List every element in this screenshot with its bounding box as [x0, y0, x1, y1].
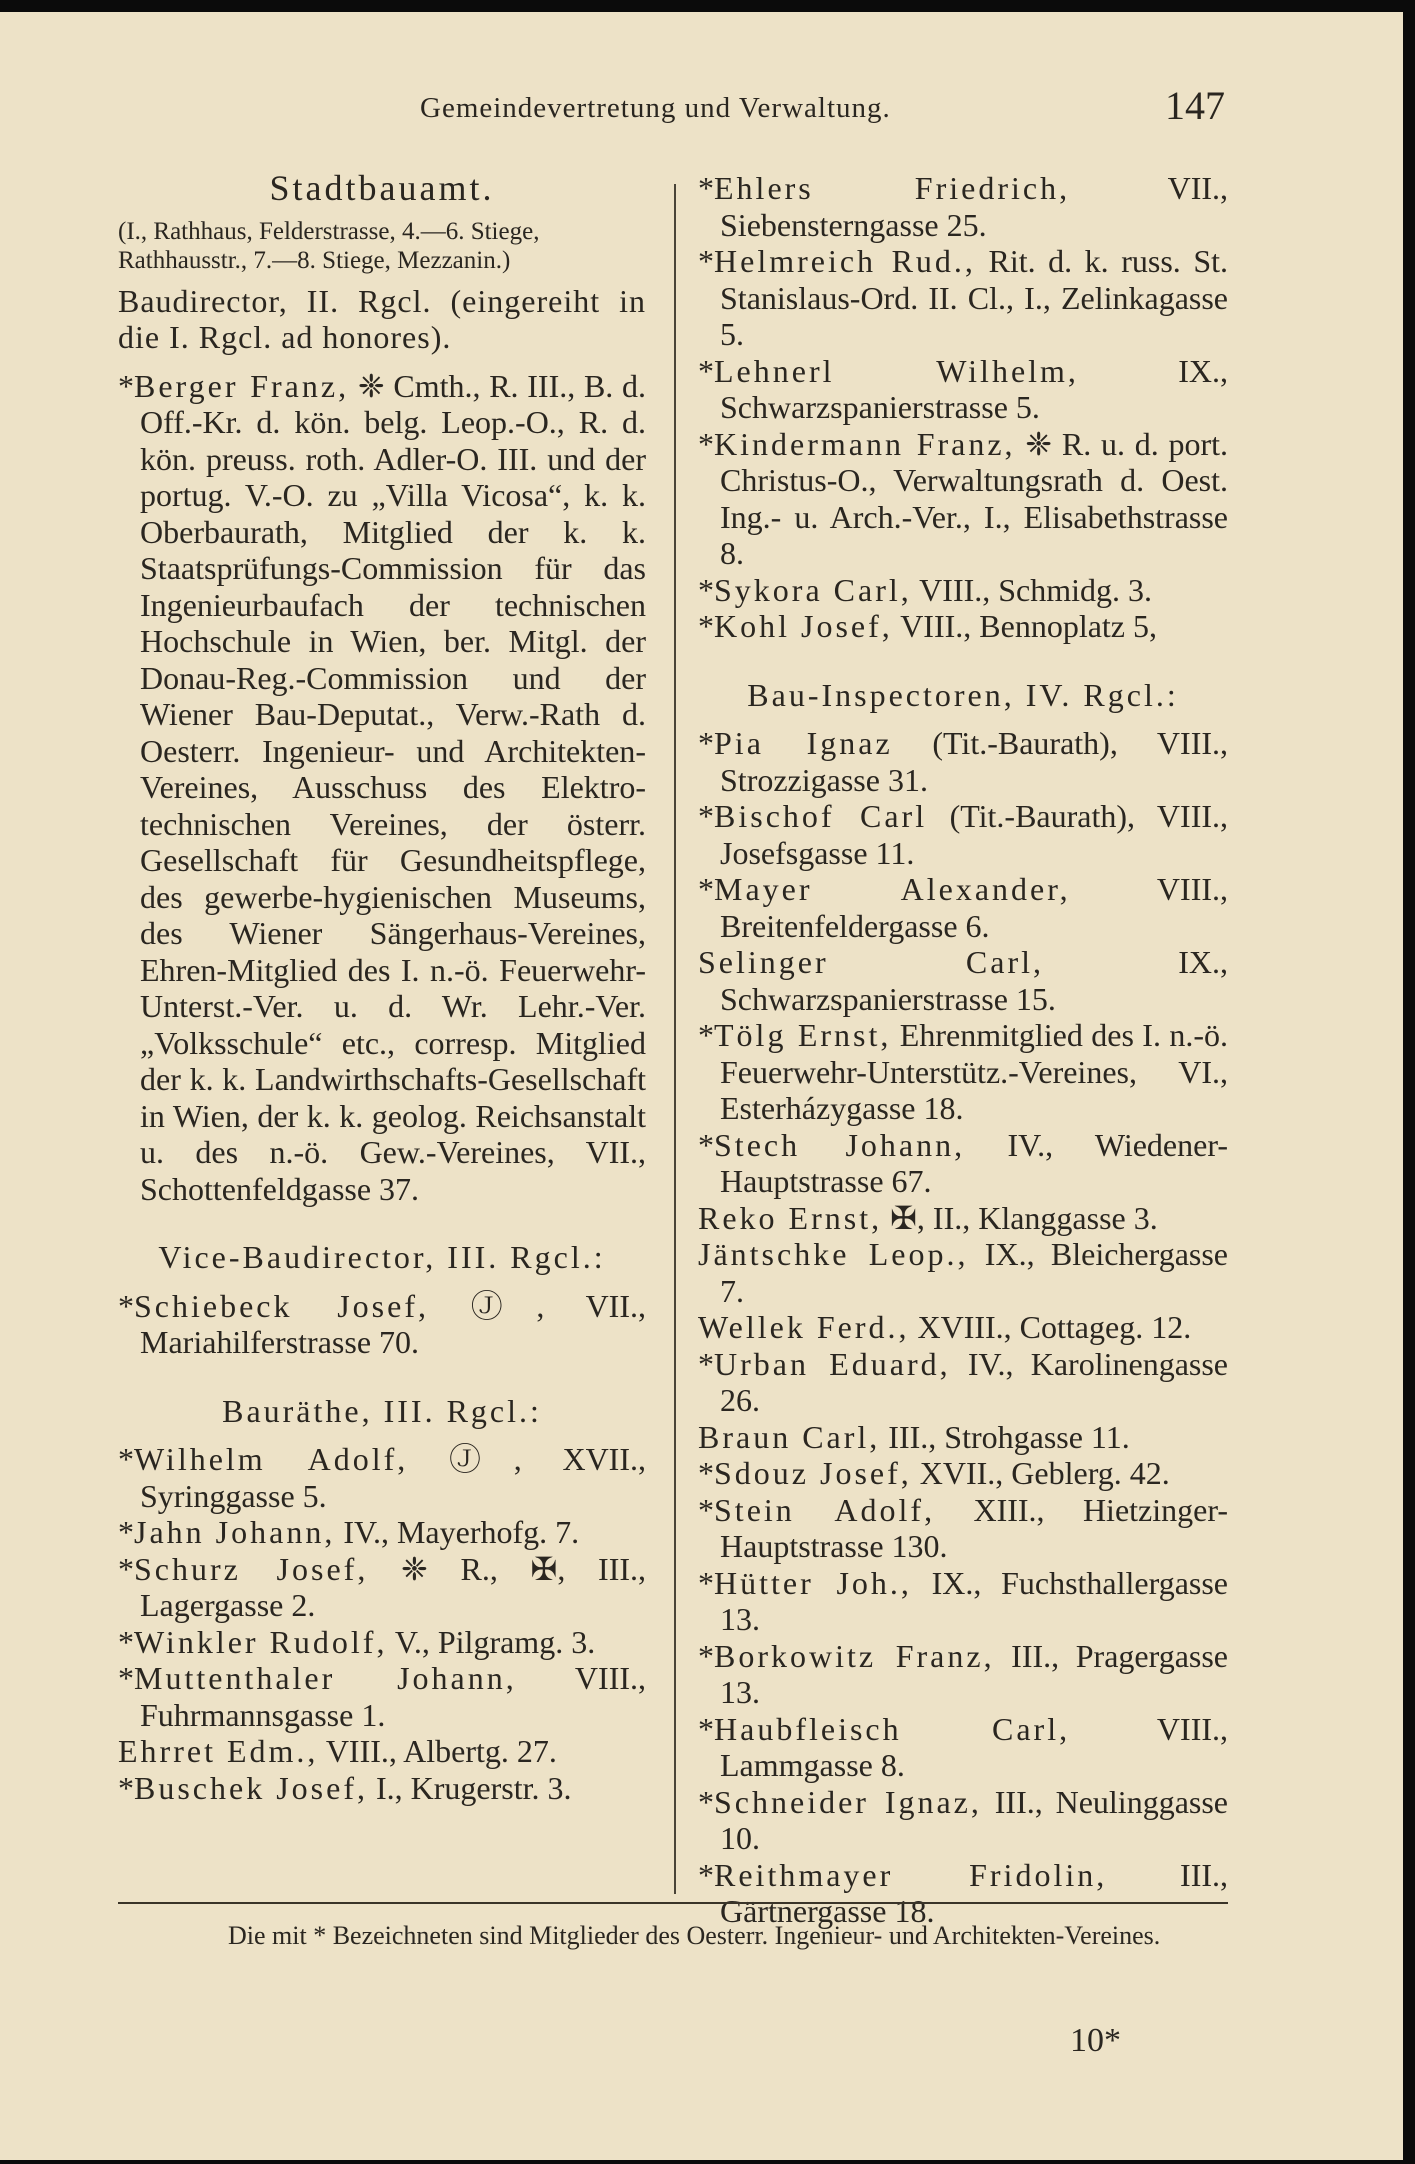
person-details: VIII., Lammgasse 8.: [720, 1710, 1229, 1783]
bauraethe-continued-list: [698, 170, 1228, 645]
list-item: *Tölg Ernst, Ehrenmitglied des I. n.-ö. Feuerwehr-Unterstütz.-Vereines, VI., Esterházygasse 18.: [698, 1017, 1229, 1126]
person-name: Schurz Josef,: [134, 1550, 369, 1587]
list-item: [698, 1236, 1228, 1309]
person-name: Pia Ignaz: [714, 725, 893, 761]
person-name: Winkler Rudolf,: [134, 1623, 388, 1660]
list-item: *Wilhelm Adolf, Ⓙ, XVII., Syringgasse 5.: [118, 1441, 646, 1514]
person-details: IV., Wiedener-Hauptstrasse 67.: [720, 1126, 1229, 1199]
list-item: *Kindermann Franz, ❈ R. u. d. port. Christus-O., Verwaltungsrath d. Oest. Ing.- u. Arch.-Ver., I., Elisabethstrasse 8.: [698, 425, 1229, 571]
vice-director-list: [118, 1288, 646, 1361]
person-name: Reko Ernst,: [698, 1199, 883, 1236]
person-details: VII., Siebensterngasse 25.: [720, 170, 1229, 243]
list-item: [698, 944, 1228, 1017]
rank-insignia-icon: ❈: [357, 367, 385, 404]
person-details: III., Gärtnergasse 18.: [720, 1856, 1228, 1929]
vice-director-heading: Vice-Baudirector, III. Rgcl.:: [158, 1239, 606, 1275]
person-name: Sdouz Josef,: [714, 1455, 912, 1491]
person-name: Kohl Josef,: [714, 608, 893, 644]
person-name: Schiebeck Josef,: [134, 1287, 429, 1324]
section-title: Stadtbauamt.: [269, 168, 495, 208]
person-details: III., Strohgasse 11.: [880, 1418, 1130, 1455]
list-item: *Mayer Alexander, VIII., Breitenfeldergasse 6.: [698, 871, 1229, 944]
footnote: Die mit * Bezeichneten sind Mitglieder des Oesterr. Ingenieur- und Architekten-Vereines.: [118, 1902, 1228, 1952]
list-item: [698, 1200, 1228, 1237]
person-name: Schneider Ignaz,: [714, 1783, 982, 1820]
person-name: Wilhelm Adolf,: [134, 1441, 409, 1477]
person-details: XIII., Hietzinger-Hauptstrasse 130.: [720, 1491, 1229, 1564]
column-divider: [674, 184, 676, 1894]
person-details: V., Pilgramg. 3.: [387, 1623, 596, 1660]
person-name: Hütter Joh.,: [714, 1564, 912, 1601]
person-name: Helmreich Rud.,: [714, 243, 976, 279]
person-name: Lehnerl Wilhelm,: [714, 352, 1079, 389]
list-item: [118, 1733, 646, 1770]
list-item: *Jahn Johann, IV., Mayerhofg. 7.: [118, 1514, 580, 1550]
person-details: XVII., Geblerg. 42.: [911, 1455, 1170, 1491]
person-details: VIII., Albertg. 27.: [318, 1733, 557, 1769]
person-name: Tölg Ernst,: [714, 1017, 892, 1053]
person-name: Braun Carl,: [698, 1418, 881, 1455]
list-item: *Schurz Josef, ❈ R., ✠, III., Lagergasse 2.: [118, 1550, 646, 1623]
list-item: *Ehlers Friedrich, VII., Siebensterngasse 25.: [698, 170, 1229, 243]
person-name: Stein Adolf,: [714, 1491, 936, 1528]
list-item: *Borkowitz Franz, III., Pragergasse 13.: [698, 1637, 1228, 1710]
person-details: XVIII., Cottageg. 12.: [909, 1309, 1192, 1345]
inspectors-heading: Bau-Inspectoren, IV. Rgcl.:: [747, 676, 1179, 713]
list-item: *Reithmayer Fridolin, III., Gärtnergasse 18.: [698, 1856, 1228, 1929]
list-item: *Sykora Carl, VIII., Schmidg. 3.: [698, 571, 1153, 608]
person-details: (Tit.-Baurath), VIII., Josefsgasse 11.: [720, 798, 1229, 871]
list-item: *Urban Eduard, IV., Karolinengasse 26.: [698, 1345, 1229, 1418]
person-details: VIII., Fuhrmannsgasse 1.: [140, 1660, 646, 1733]
baurathe-heading: Bauräthe, III. Rgcl.:: [222, 1392, 542, 1429]
person-details: ❈ R. u. d. port. Christus-O., Verwaltungsrath d. Oest. Ing.- u. Arch.-Ver., I., Elisabethstrasse 8.: [720, 425, 1229, 571]
person-name: Ehlers Friedrich,: [714, 170, 1071, 206]
person-name: Jahn Johann,: [134, 1514, 336, 1550]
person-name: Wellek Ferd.,: [698, 1309, 910, 1345]
person-name: Borkowitz Franz,: [714, 1637, 995, 1674]
list-item: *Schiebeck Josef, Ⓙ, VII., Mariahilferstrasse 70.: [118, 1287, 646, 1360]
director-name: Berger Franz,: [134, 367, 350, 404]
left-column: [118, 170, 646, 1806]
list-item: *Schneider Ignaz, III., Neulinggasse 10.: [698, 1783, 1229, 1856]
person-details: IX., Fuchsthallergasse 13.: [720, 1564, 1228, 1637]
person-details: IV., Karolinengasse 26.: [720, 1345, 1229, 1418]
person-name: Kindermann Franz,: [714, 425, 1016, 462]
person-details: Ⓙ, VII., Mariahilferstrasse 70.: [140, 1287, 646, 1360]
person-name: Urban Eduard,: [714, 1345, 951, 1382]
list-item: *Buschek Josef, I., Krugerstr. 3.: [118, 1769, 572, 1806]
person-details: III., Pragergasse 13.: [720, 1637, 1228, 1710]
running-head: Gemeindevertretung und Verwaltung.: [420, 92, 891, 124]
person-name: Haubfleisch Carl,: [714, 1710, 1071, 1747]
director-entry: *Berger Franz, ❈ Cmth., R. III., B. d. Off.-Kr. d. kön. belg. Leop.-O., R. d. kön. preuss. roth. Adler-O. III. und der portug. V.-O. zu „Villa Vicosa“, k. k. Oberbaurath, Mitglied der k. k. Staatsprüfungs-Commission für das Ingenieurbaufach der technischen Hochschule in Wien, ber. Mitgl. der Donau-Reg.-Commission und der Wiener Bau-Deputat., Verw.-Rath d. Oesterr. Ingenieur- und Architekten-Vereines, Ausschuss des Elektro-technischen Vereines, der österr. Gesellschaft für Gesundheitspflege, des gewerbe-hygienischen Museums, des Wiener Sängerhaus-Vereines, Ehren-Mitglied des I. n.-ö. Feuerwehr-Unterst.-Ver. u. d. Wr. Lehr.-Ver. „Volksschule“ etc., corresp. Mitglied der k. k. Landwirthschafts-Gesellschaft in Wien, der k. k. geolog. Reichsanstalt u. des n.-ö. Gew.-Vereines, VII., Schottenfeldgasse 37.: [118, 367, 647, 1207]
list-item: *Haubfleisch Carl, VIII., Lammgasse 8.: [698, 1710, 1229, 1783]
book-page: [0, 12, 1403, 2160]
person-name: Mayer Alexander,: [714, 871, 1071, 907]
list-item: *Stech Johann, IV., Wiedener-Hauptstrasse 67.: [698, 1126, 1229, 1199]
baurathe-list: [118, 1441, 646, 1806]
list-item: *Bischof Carl (Tit.-Baurath), VIII., Josefsgasse 11.: [698, 798, 1229, 871]
person-name: Sykora Carl,: [714, 571, 912, 608]
list-item: *Hütter Joh., IX., Fuchsthallergasse 13.: [698, 1564, 1228, 1637]
list-item: *Kohl Josef, VIII., Bennoplatz 5,: [698, 608, 1157, 644]
right-column: [698, 170, 1228, 1930]
person-details: IV., Mayerhofg. 7.: [335, 1514, 580, 1550]
list-item: [698, 1419, 1228, 1456]
person-details: ❈ R., ✠, III., Lagergasse 2.: [140, 1550, 646, 1623]
person-name: Stech Johann,: [714, 1126, 966, 1163]
person-details: Rit. d. k. russ. St. Stanislaus-Ord. II. Cl., I., Zelinkagasse 5.: [720, 243, 1229, 352]
person-details: VIII., Breitenfeldergasse 6.: [720, 871, 1229, 944]
person-name: Ehrret Edm.,: [118, 1733, 319, 1769]
person-details: (Tit.-Baurath), VIII., Strozzigasse 31.: [720, 725, 1229, 798]
person-details: IX., Schwarzspanierstrasse 15.: [720, 944, 1228, 1017]
director-details: Cmth., R. III., B. d. Off.-Kr. d. kön. belg. Leop.-O., R. d. kön. preuss. roth. Adler-O. III. und der portug. V.-O. zu „Villa Vicosa“, k. k. Oberbaurath, Mitglied der k. k. Staatsprüfungs-Commission für das Ingenieurbaufach der technischen Hochschule in Wien, ber. Mitgl. der Donau-Reg.-Commission und der Wiener Bau-Deputat., Verw.-Rath d. Oesterr. Ingenieur- und Architekten-Vereines, Ausschuss des Elektro-technischen Vereines, der österr. Gesellschaft für Gesundheitspflege, des gewerbe-hygienischen Museums, des Wiener Sängerhaus-Vereines, Ehren-Mitglied des I. n.-ö. Feuerwehr-Unterst.-Ver. u. d. Wr. Lehr.-Ver. „Volksschule“ etc., corresp. Mitglied der k. k. Landwirthschafts-Gesellschaft in Wien, der k. k. geolog. Reichsanstalt u. des n.-ö. Gew.-Vereines, VII., Schottenfeldgasse 37.: [140, 367, 647, 1207]
list-item: *Stein Adolf, XIII., Hietzinger-Hauptstrasse 130.: [698, 1491, 1229, 1564]
list-item: *Winkler Rudolf, V., Pilgramg. 3.: [118, 1623, 596, 1660]
person-name: Jäntschke Leop.,: [698, 1236, 969, 1272]
person-details: IX., Bleichergasse 7.: [720, 1236, 1229, 1309]
person-name: Selinger Carl,: [698, 944, 1044, 980]
person-name: Bischof Carl: [714, 798, 928, 834]
person-details: Ⓙ, XVII., Syringgasse 5.: [140, 1441, 646, 1514]
inspectors-list: [698, 725, 1228, 1930]
person-details: IX., Schwarzspanierstrasse 5.: [720, 352, 1228, 425]
signature-mark: 10*: [1070, 2022, 1121, 2059]
page-number: 147: [1165, 83, 1225, 128]
person-details: Ehrenmitglied des I. n.-ö. Feuerwehr-Unterstütz.-Vereines, VI., Esterházygasse 18.: [720, 1017, 1229, 1126]
director-heading: Baudirector, II. Rgcl. (eingereiht in die I. Rgcl. ad honores).: [118, 282, 646, 355]
list-item: *Lehnerl Wilhelm, IX., Schwarzspanierstrasse 5.: [698, 352, 1228, 425]
person-details: I., Krugerstr. 3.: [367, 1769, 572, 1806]
list-item: [698, 1309, 1228, 1346]
office-address: (I., Rathhaus, Felderstrasse, 4.—6. Stiege, Rathhausstr., 7.—8. Stiege, Mezzanin.): [118, 217, 540, 274]
person-details: VIII., Bennoplatz 5,: [892, 608, 1157, 644]
person-details: III., Neulinggasse 10.: [720, 1783, 1229, 1856]
person-name: Muttenthaler Johann,: [134, 1660, 517, 1696]
person-name: Reithmayer Fridolin,: [714, 1856, 1108, 1893]
person-details: VIII., Schmidg. 3.: [911, 571, 1153, 608]
list-item: *Muttenthaler Johann, VIII., Fuhrmannsgasse 1.: [118, 1660, 646, 1733]
list-item: *Sdouz Josef, XVII., Geblerg. 42.: [698, 1455, 1170, 1491]
person-name: Buschek Josef,: [134, 1769, 368, 1806]
person-details: ✠, II., Klanggasse 3.: [882, 1199, 1158, 1236]
list-item: *Pia Ignaz (Tit.-Baurath), VIII., Strozzigasse 31.: [698, 725, 1229, 798]
list-item: *Helmreich Rud., Rit. d. k. russ. St. Stanislaus-Ord. II. Cl., I., Zelinkagasse 5.: [698, 243, 1229, 352]
